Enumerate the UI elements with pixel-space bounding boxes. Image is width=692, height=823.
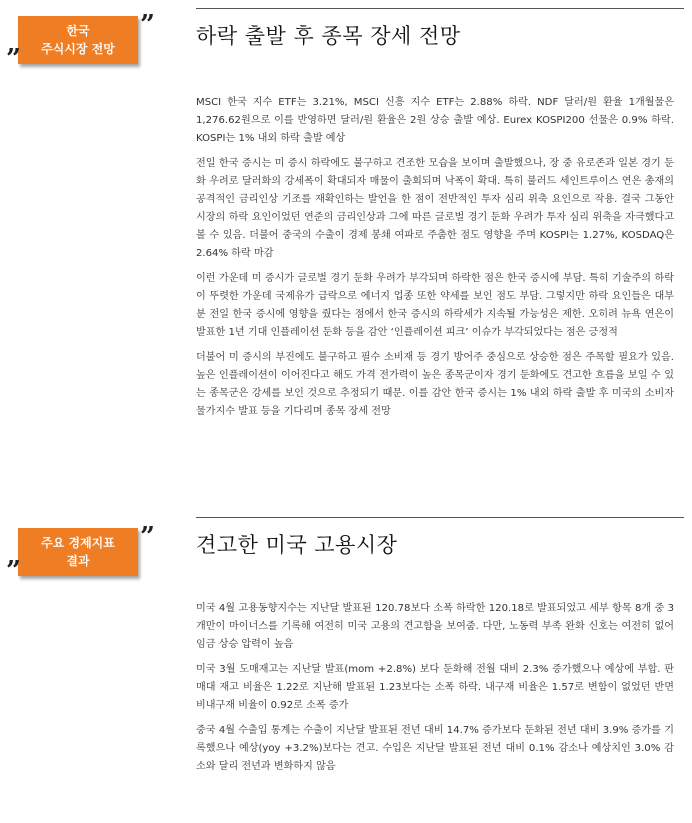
badge-box [18,528,138,576]
title-rule [196,8,684,9]
section-body [196,600,674,783]
badge-line-2: 결과 [66,554,90,568]
section-body [196,94,674,428]
paragraph: 전일 한국 증시는 미 증시 하락에도 불구하고 견조한 모습을 보이며 출발했으나, 장 중 유로존과 일본 경기 둔화 우려로 달러화의 강세폭이 확대되자 매물이 출회되며 낙폭이 확대. 특히 불러드 세인트루이스 연은 총재의 공격적인 금리인상 기조를 재확인하는 발언을 한 점이 전반적인 투자 심리 위축 요인으로 작용. 결국 그동안 시장의 하락 요인이었던 연준의 금리인상과 그에 따른 글로벌 경기 둔화 우려가 투자 심리 위축을 자극했다고 볼 수 있음. 더불어 중국의 수출이 경제 봉쇄 여파로 주춤한 점도 영향을 주며 KOSPI는 1.27%, KOSDAQ은 2.64% 하락 마감 [196,158,674,259]
quote-close-icon: ” [140,10,155,40]
badge-line-1: 한국 [66,24,90,38]
badge-line-1: 주요 경제지표 [41,536,115,550]
paragraph: 중국 4월 수출입 통계는 수출이 지난달 발표된 전년 대비 14.7% 증가보다 둔화된 전년 대비 3.9% 증가를 기록했으나 예상(yoy +3.2%)보다는 견고. 수입은 지난달 발표된 전년 대비 0.1% 감소나 예상치인 3.0% 감소와 달리 전년과 변화하지 않음 [196,725,674,772]
badge-box [18,16,138,64]
paragraph: 미국 3월 도매재고는 지난달 발표(mom +2.8%) 보다 둔화해 전월 대비 2.3% 증가했으나 예상에 부합. 판매대 재고 비율은 1.22로 지난해 발표된 1.23보다는 소폭 하락. 내구재 비율은 1.57로 변함이 없었던 반면 비내구재 비율이 0.92로 소폭 증가 [196,664,674,711]
section-badge [6,522,156,586]
paragraph: MSCI 한국 지수 ETF는 3.21%, MSCI 신흥 지수 ETF는 2.88% 하락. NDF 달러/원 환율 1개월물은 1,276.62원으로 이를 반영하면 달러/원 환율은 2원 상승 출발 예상. Eurex KOSPI200 선물은 0.9% 하락. KOSPI는 1% 내외 하락 출발 예상 [196,97,674,144]
badge-line-2: 주식시장 전망 [41,42,115,56]
section-badge [6,10,156,74]
quote-close-icon: ” [140,522,155,552]
section-title: 하락 출발 후 종목 장세 전망 [196,24,461,48]
paragraph: 더불어 미 증시의 부진에도 불구하고 필수 소비재 등 경기 방어주 중심으로 상승한 점은 주목할 필요가 있음. 높은 인플레이션이 이어진다고 해도 가격 전가력이 높은 종목군이자 경기 둔화에도 견고한 흐름을 보일 수 있는 종목군은 강세를 보인 것으로 추정되기 때문. 이를 감안 한국 증시는 1% 내외 하락 출발 후 미국의 소비자 물가지수 발표 등을 기다리며 종목 장세 전망 [196,352,674,417]
section-title: 견고한 미국 고용시장 [196,533,398,557]
paragraph: 미국 4월 고용동향지수는 지난달 발표된 120.78보다 소폭 하락한 120.18로 발표되었고 세부 항목 8개 중 3개만이 마이너스를 기록해 여전히 미국 고용의 견고함을 보여줌. 다만, 노동력 부족 완화 신호는 여전히 없어 임금 상승 압력이 높음 [196,603,674,650]
quote-open-icon: ” [6,44,21,74]
paragraph: 이런 가운데 미 증시가 글로벌 경기 둔화 우려가 부각되며 하락한 점은 한국 증시에 부담. 특히 기술주의 하락이 뚜렷한 가운데 국제유가 급락으로 에너지 업종 또한 약세를 보인 점도 부담. 그렇지만 하락 요인들은 대부분 전일 한국 증시에 영향을 줬다는 점에서 한국 증시의 하락세가 지속될 가능성은 제한. 오히려 뉴욕 연은이 발표한 1년 기대 인플레이션 둔화 등을 감안 ‘인플레이션 피크’ 이슈가 부각되었다는 점은 긍정적 [196,273,674,338]
quote-open-icon: ” [6,556,21,586]
title-rule [196,517,684,518]
